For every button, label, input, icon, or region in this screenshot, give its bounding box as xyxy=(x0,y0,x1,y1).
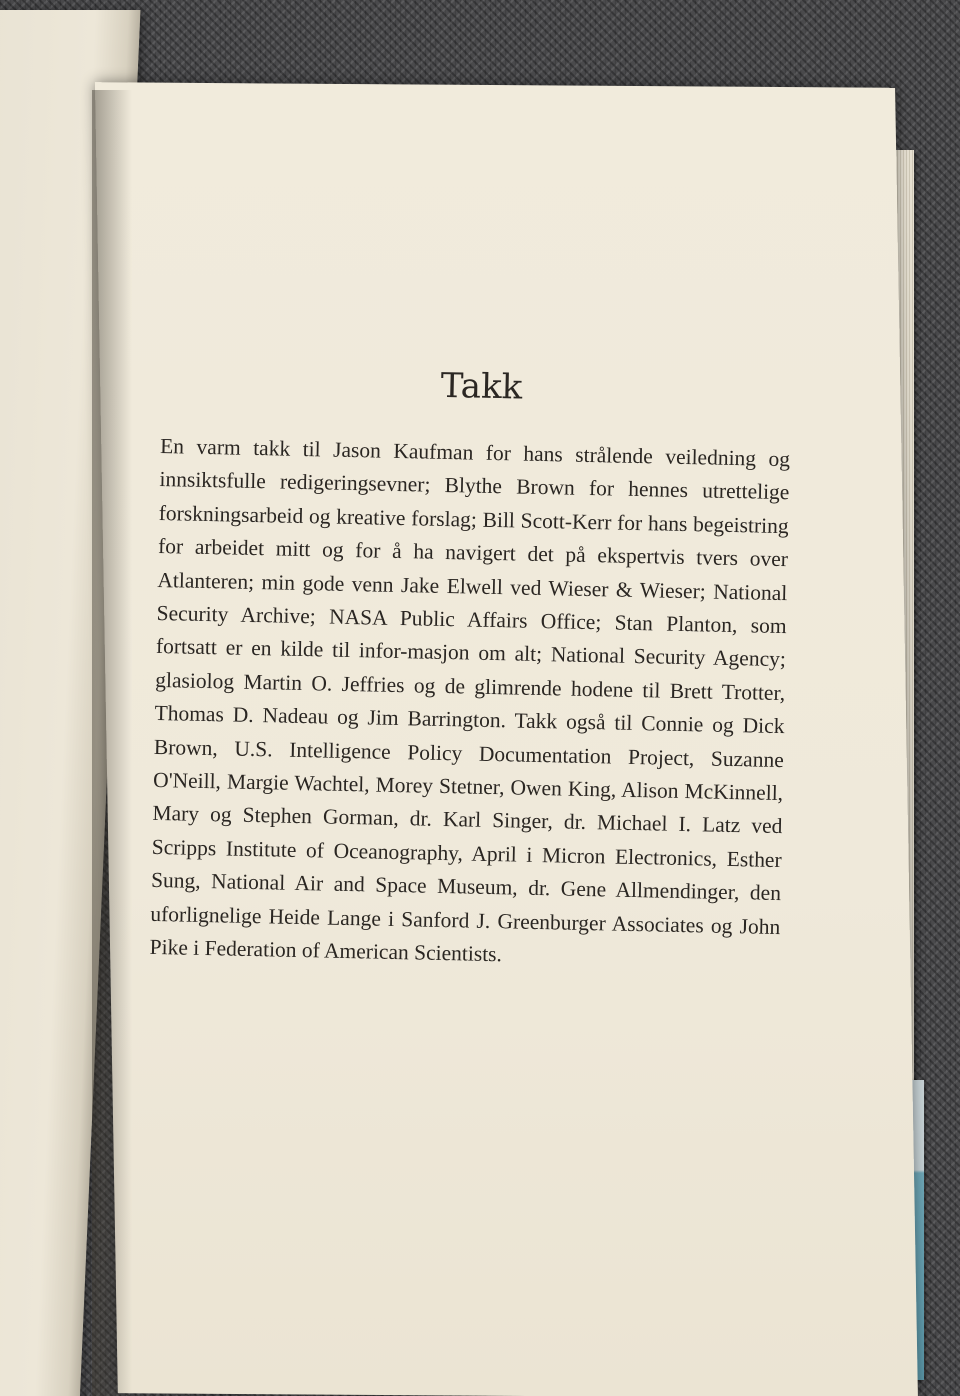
page-title: Takk xyxy=(440,365,523,408)
page-content xyxy=(149,360,792,978)
gutter-shadow xyxy=(92,90,132,1396)
acknowledgements-text: En varm takk til Jason Kaufman for hans strålende veiledning og innsiktsfulle redigeringsevner; Blythe Brown for hennes utrettelige forskningsarbeid og kreative forslag; Bill Scott-Kerr for hans begeistring for arbeidet mitt og for å ha navigert det på ekspertvis tvers over Atlanteren; min gode venn Jake Elwell ved Wieser & Wieser; National Security Archive; NASA Public Affairs Office; Stan Planton, som fortsatt er en kilde til infor-masjon om alt; National Security Agency; glasiolog Martin O. Jeffries og de glimrende hodene til Brett Trotter, Thomas D. Nadeau og Jim Barrington. Takk også til Connie og Dick Brown, U.S. Intelligence Policy Documentation Project, Suzanne O'Neill, Margie Wachtel, Morey Stetner, Owen King, Alison McKinnell, Mary og Stephen Gorman, dr. Karl Singer, dr. Michael I. Latz ved Scripps Institute of Oceanography, April i Micron Electronics, Esther Sung, National Air and Space Museum, dr. Gene Allmendinger, den uforlignelige Heide Lange i Sanford J. Greenburger Associates og John Pike i Federation of American Scientists. xyxy=(149,433,791,967)
